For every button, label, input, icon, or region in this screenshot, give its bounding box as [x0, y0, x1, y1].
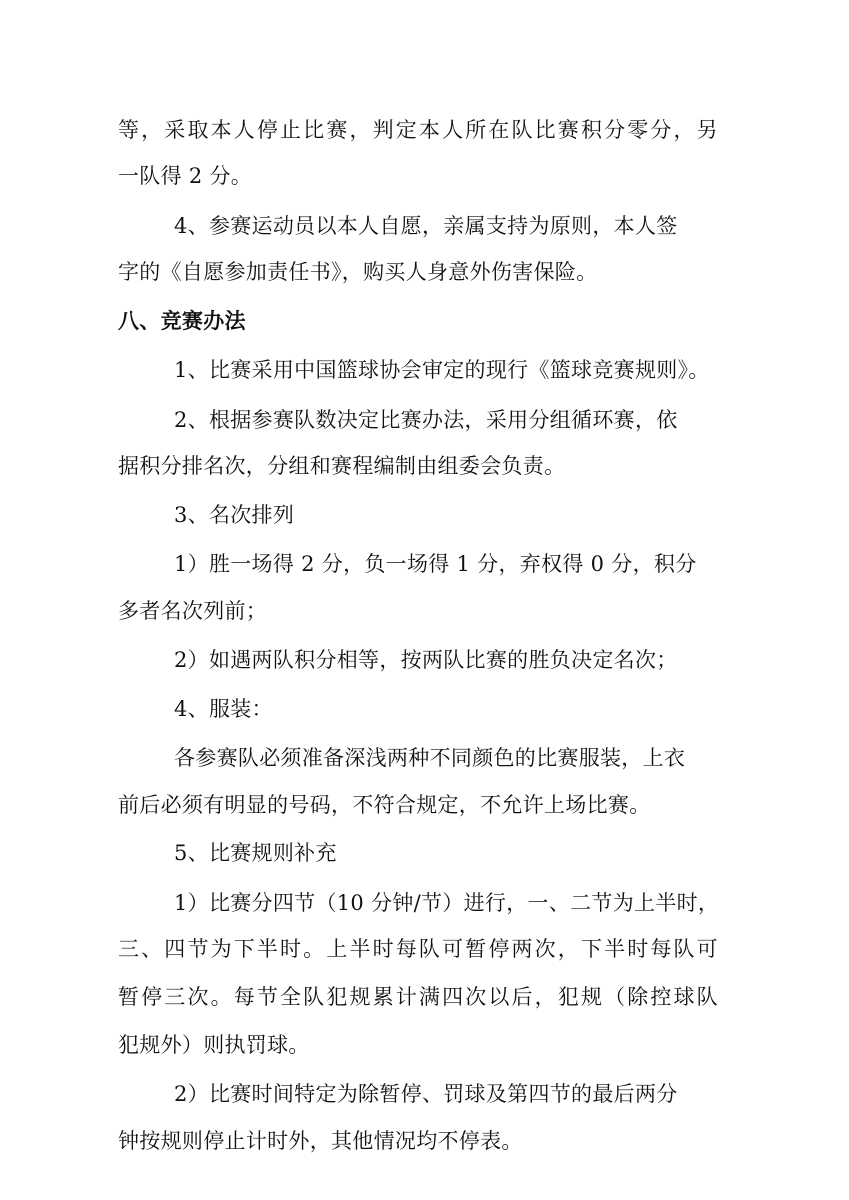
paragraph-line-6: 1、比赛采用中国篮球协会审定的现行《篮球竞赛规则》。	[174, 358, 710, 382]
paragraph-line-21: 2）比赛时间特定为除暂停、罚球及第四节的最后两分	[174, 1082, 678, 1106]
paragraph-line-22: 钟按规则停止计时外，其他情况均不停表。	[118, 1129, 523, 1153]
paragraph-line-4: 字的《自愿参加责任书》，购买人身意外伤害保险。	[118, 260, 598, 284]
paragraph-line-12: 2）如遇两队积分相等，按两队比赛的胜负决定名次；	[174, 648, 678, 672]
paragraph-line-20: 犯规外）则执罚球。	[118, 1033, 310, 1057]
paragraph-line-1: 等，采取本人停止比赛，判定本人所在队比赛积分零分，另	[118, 118, 718, 142]
paragraph-line-17: 1）比赛分四节（10 分钟/节）进行，一、二节为上半时，	[174, 891, 720, 915]
subheading-rules-supplement: 5、比赛规则补充	[174, 841, 337, 865]
paragraph-line-2: 一队得 2 分。	[118, 164, 253, 188]
section-heading-competition-method: 八、竞赛办法	[118, 309, 246, 333]
paragraph-line-11: 多者名次列前；	[118, 599, 268, 623]
paragraph-line-10: 1）胜一场得 2 分，负一场得 1 分，弃权得 0 分，积分	[174, 552, 697, 576]
subheading-ranking: 3、名次排列	[174, 503, 295, 527]
paragraph-line-18: 三、四节为下半时。上半时每队可暂停两次，下半时每队可	[118, 937, 718, 961]
paragraph-line-8: 据积分排名次，分组和赛程编制由组委会负责。	[118, 454, 566, 478]
paragraph-line-14: 各参赛队必须准备深浅两种不同颜色的比赛服装，上衣	[174, 746, 686, 770]
paragraph-line-15: 前后必须有明显的号码，不符合规定，不允许上场比赛。	[118, 793, 651, 817]
paragraph-line-19: 暂停三次。每节全队犯规累计满四次以后，犯规（除控球队	[118, 985, 718, 1009]
paragraph-line-7: 2、根据参赛队数决定比赛办法，采用分组循环赛，依	[174, 408, 678, 432]
paragraph-line-3: 4、参赛运动员以本人自愿，亲属支持为原则，本人签	[174, 214, 678, 238]
subheading-uniform: 4、服装：	[174, 697, 273, 721]
